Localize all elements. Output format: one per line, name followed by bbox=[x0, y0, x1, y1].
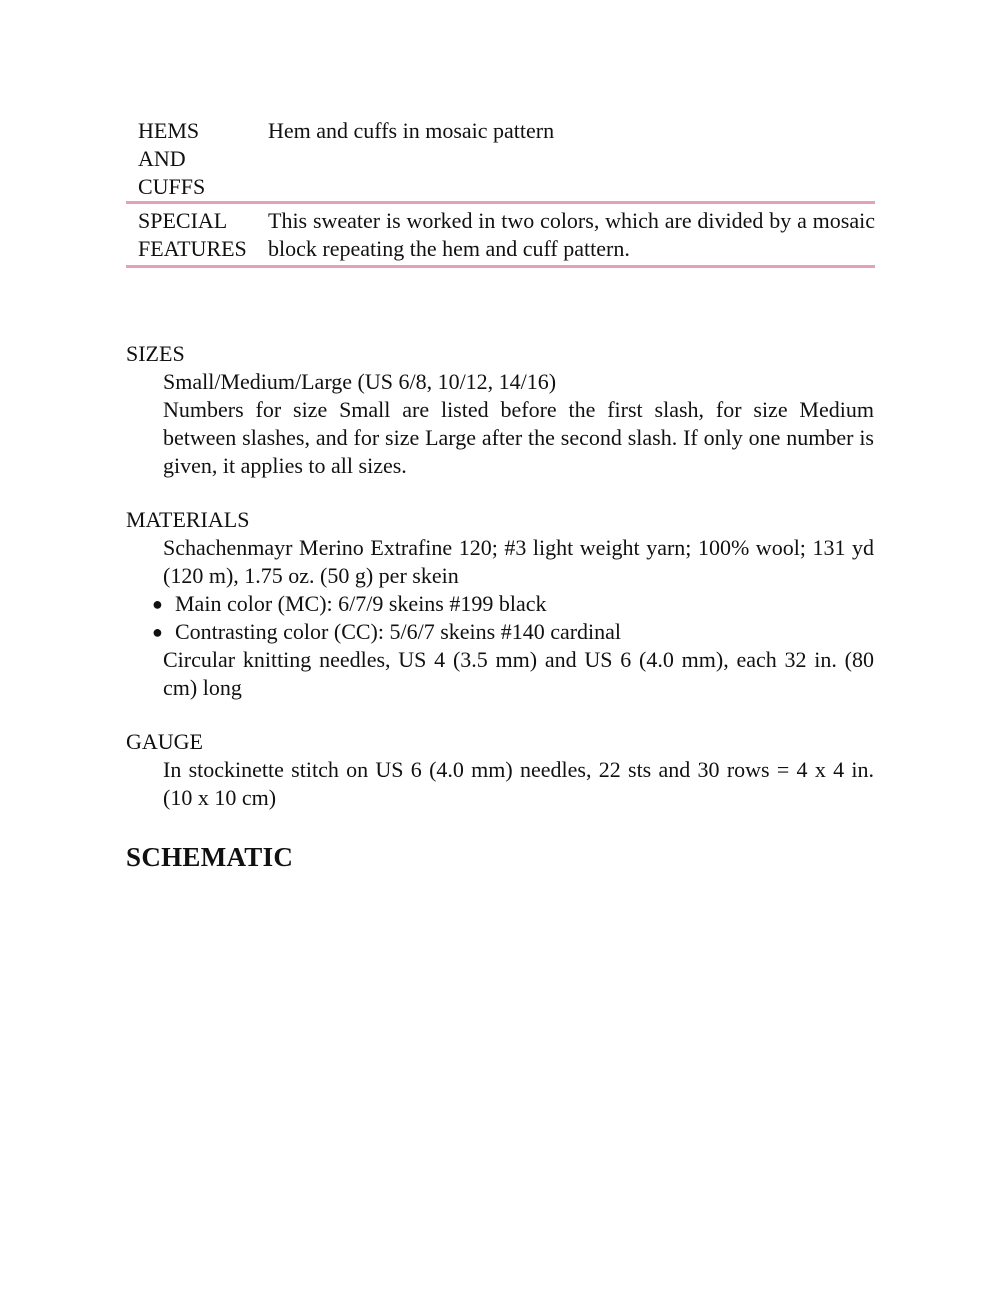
feature-table bbox=[126, 116, 875, 268]
materials-needles: Circular knitting needles, US 4 (3.5 mm) and US 6 (4.0 mm), each 32 in. (80 cm) long bbox=[163, 647, 874, 700]
sizes-body bbox=[126, 368, 874, 480]
feature-label-special-features: SPECIAL FEATURES bbox=[138, 208, 247, 261]
feature-value-hems-and-cuffs: Hem and cuffs in mosaic pattern bbox=[268, 118, 555, 143]
list-item bbox=[152, 590, 874, 618]
bullet-icon: ● bbox=[152, 594, 163, 614]
feature-value-special-features: This sweater is worked in two colors, which are divided by a mosaic block repeating the hem and cuff pattern. bbox=[268, 208, 875, 261]
gauge-heading: GAUGE bbox=[126, 729, 203, 754]
list-item bbox=[152, 618, 874, 646]
materials-main-color: Main color (MC): 6/7/9 skeins #199 black bbox=[175, 591, 547, 616]
sizes-section bbox=[126, 340, 874, 480]
gauge-text: In stockinette stitch on US 6 (4.0 mm) needles, 22 sts and 30 rows = 4 x 4 in. (10 x 10 cm) bbox=[163, 757, 874, 810]
sizes-range: Small/Medium/Large (US 6/8, 10/12, 14/16) bbox=[163, 369, 557, 394]
sizes-heading: SIZES bbox=[126, 341, 185, 366]
materials-body bbox=[126, 534, 874, 702]
materials-heading: MATERIALS bbox=[126, 507, 250, 532]
feature-row-hems-and-cuffs bbox=[126, 116, 875, 204]
materials-contrasting-color: Contrasting color (CC): 5/6/7 skeins #140 cardinal bbox=[175, 619, 622, 644]
materials-color-list bbox=[152, 590, 874, 646]
schematic-heading: SCHEMATIC bbox=[126, 842, 294, 872]
gauge-body bbox=[126, 756, 874, 812]
bullet-icon: ● bbox=[152, 622, 163, 642]
materials-yarn: Schachenmayr Merino Extrafine 120; #3 light weight yarn; 100% wool; 131 yd (120 m), 1.75 oz. (50 g) per skein bbox=[163, 535, 874, 588]
sizes-explanation: Numbers for size Small are listed before the first slash, for size Medium between slashes, and for size Large after the second slash. If only one number is given, it applies to all sizes. bbox=[163, 397, 874, 478]
feature-label-hems-and-cuffs: HEMS AND CUFFS bbox=[138, 118, 206, 199]
feature-row-special-features bbox=[126, 204, 875, 268]
materials-section bbox=[126, 506, 874, 702]
gauge-section bbox=[126, 728, 874, 812]
